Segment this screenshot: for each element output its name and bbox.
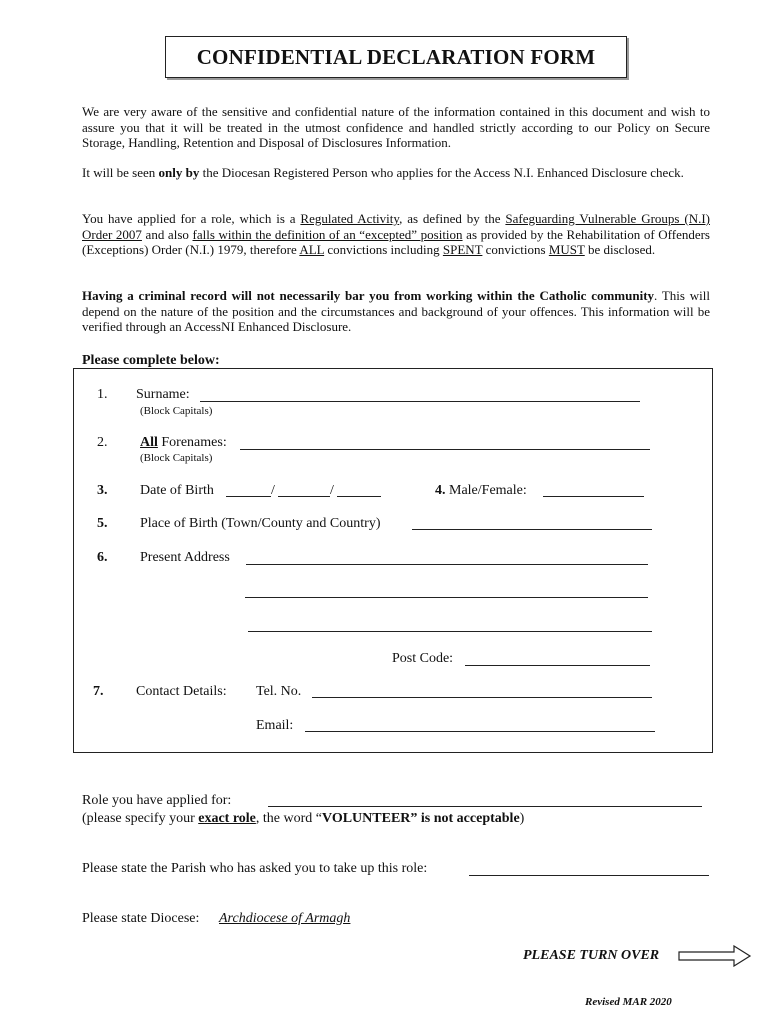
please-turn-over-label: PLEASE TURN OVER <box>523 948 660 963</box>
text: Male/Female: <box>449 483 527 498</box>
dob-day-field[interactable] <box>226 496 271 497</box>
post-code-label: Post Code: <box>392 651 454 666</box>
field-number: 3. <box>97 483 108 498</box>
text-bold: Having a criminal record will not necessarily bar you from working within the Catholic community <box>82 288 655 303</box>
text: . This will depend on the nature of the position and the circumstances and background of your offences. This information will be verified through an AccessNI Enhanced Disclosure. <box>82 288 710 334</box>
field-number: 2. <box>97 435 108 450</box>
address-line-3-field[interactable] <box>248 631 652 632</box>
field-number: 6. <box>97 550 108 565</box>
date-of-birth-label: Date of Birth <box>140 483 214 498</box>
text-underlined: MUST <box>548 242 585 257</box>
forenames-label <box>140 435 227 451</box>
text-underlined: SPENT <box>442 242 483 257</box>
role-note <box>82 811 524 827</box>
text: convictions including <box>324 242 443 257</box>
field-number: 4. <box>435 483 446 498</box>
intro-paragraph-2 <box>82 165 710 181</box>
post-code-field[interactable] <box>465 665 650 666</box>
intro-paragraph-1: We are very aware of the sensitive and confidential nature of the information contained in this document and wish to assure you that it will be treated in the utmost confidence and handled strictly according to our Policy on Secure Storage, Handling, Retention and Disposal of Disclosures Information. <box>82 104 710 150</box>
parish-label: Please state the Parish who has asked you to take up this role: <box>82 861 428 876</box>
text-underlined: falls within the definition of an “excepted” position <box>192 226 463 242</box>
text-bold: exact role <box>198 811 256 826</box>
field-number: 7. <box>93 684 104 699</box>
role-field[interactable] <box>268 806 702 807</box>
gender-field[interactable] <box>543 496 644 497</box>
text-bold: All <box>140 435 158 450</box>
block-capitals-note: (Block Capitals) <box>140 452 213 464</box>
address-line-2-field[interactable] <box>245 597 648 598</box>
date-separator: / <box>271 483 275 498</box>
tel-no-field[interactable] <box>312 697 652 698</box>
text: It will be seen <box>82 165 159 180</box>
intro-paragraph-4 <box>82 288 710 335</box>
arrow-right-icon <box>678 945 752 967</box>
block-capitals-note: (Block Capitals) <box>140 405 213 417</box>
text: ) <box>519 811 525 826</box>
surname-field[interactable] <box>200 401 640 402</box>
field-number: 5. <box>97 516 108 531</box>
text: and also <box>141 226 193 242</box>
male-female-label <box>435 483 527 499</box>
forenames-field[interactable] <box>240 449 650 450</box>
field-number: 1. <box>97 387 108 402</box>
intro-paragraph-3 <box>82 211 710 258</box>
text-bold: VOLUNTEER” is not acceptable <box>321 811 520 826</box>
place-of-birth-label: Place of Birth (Town/County and Country) <box>140 516 381 531</box>
text: You have applied for a role, which is a <box>82 211 301 226</box>
dob-year-field[interactable] <box>337 496 381 497</box>
text: as provided by the Rehabilitation of Offenders (Exceptions) Order (N.I.) 1979, therefore <box>82 226 710 257</box>
address-line-1-field[interactable] <box>246 564 648 565</box>
text: convictions <box>482 242 549 257</box>
contact-details-label: Contact Details: <box>136 684 227 699</box>
role-label: Role you have applied for: <box>82 793 232 808</box>
diocese-value: Archdiocese of Armagh <box>219 911 351 926</box>
diocese-label: Please state Diocese: <box>82 911 200 926</box>
parish-field[interactable] <box>469 875 709 876</box>
email-label: Email: <box>256 718 294 733</box>
text: be disclosed. <box>584 242 656 257</box>
revised-date: Revised MAR 2020 <box>585 996 672 1008</box>
text: Forenames: <box>157 435 227 450</box>
date-separator: / <box>330 483 334 498</box>
text: the Diocesan Registered Person who applies for the Access N.I. Enhanced Disclosure check. <box>199 165 684 180</box>
complete-below-label: Please complete below: <box>82 353 220 368</box>
form-title: CONFIDENTIAL DECLARATION FORM <box>165 36 627 78</box>
dob-month-field[interactable] <box>278 496 330 497</box>
tel-no-label: Tel. No. <box>256 684 302 699</box>
text: , the word “ <box>255 811 322 826</box>
email-field[interactable] <box>305 731 655 732</box>
text: (please specify your <box>82 811 199 826</box>
text: , as defined by the <box>399 211 506 226</box>
text-bold: only by <box>158 165 200 180</box>
text-underlined: ALL <box>299 242 325 257</box>
present-address-label: Present Address <box>140 550 230 565</box>
surname-label: Surname: <box>136 387 190 402</box>
text-underlined: Regulated Activity <box>300 211 400 226</box>
place-of-birth-field[interactable] <box>412 529 652 530</box>
text-underlined: Safeguarding Vulnerable Groups (N.I) Order 2007 <box>82 211 710 242</box>
